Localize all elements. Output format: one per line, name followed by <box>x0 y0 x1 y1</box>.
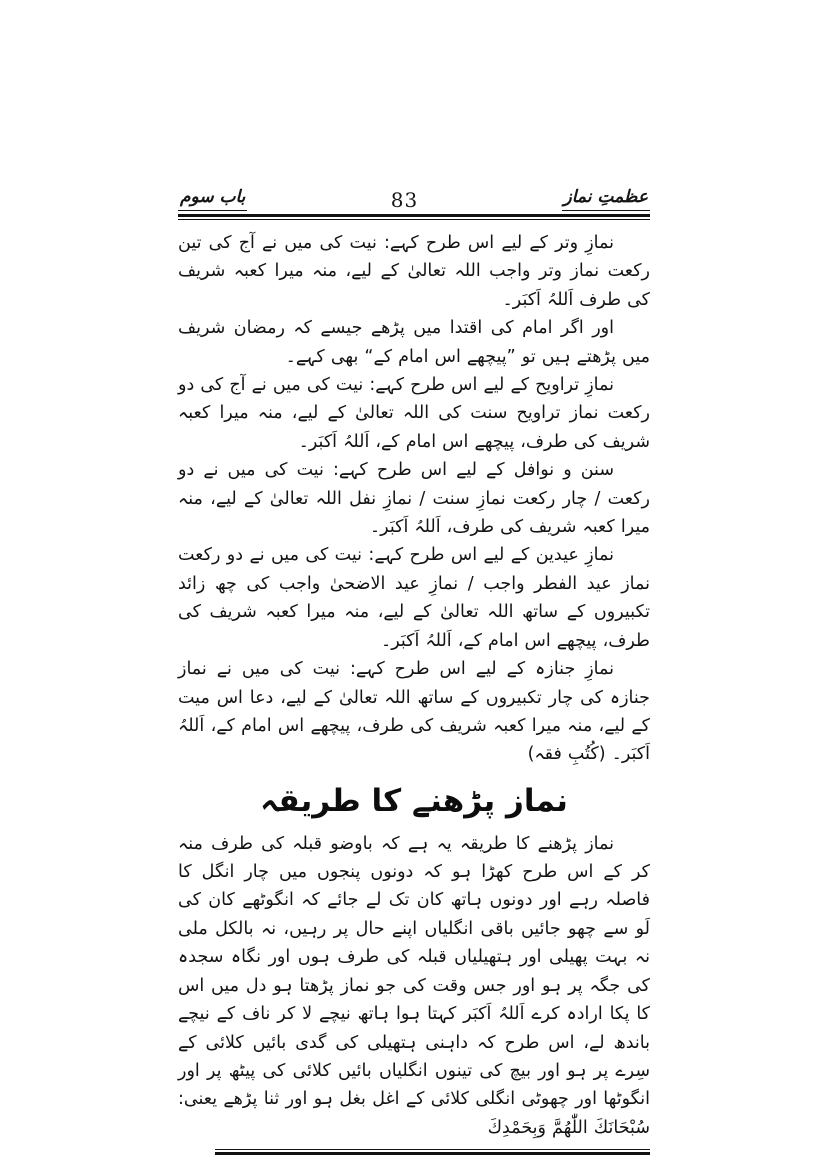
paragraph-tarawih-niyyat: نمازِ تراویح کے لیے اس طرح کہے: نیت کی میں نے آج کی دو رکعت نماز تراویح سنت کی اللہ تعالیٰ کے لیے، منہ میرا کعبہ شریف کی طرف، پیچھے اس امام کے، اَللہُ اَکبَر۔ <box>178 375 650 452</box>
header-double-rule <box>178 214 650 220</box>
paragraph-namaz-method: نماز پڑھنے کا طریقہ یہ ہے کہ باوضو قبلہ کی طرف منہ کر کے اس طرح کھڑا ہو کہ دونوں پنجوں میں چار انگل کا فاصلہ رہے اور دونوں ہاتھ کان تک لے جائے کہ انگوٹھے کان کی لَو سے چھو جائیں باقی انگلیاں اپنے حال پر رہیں، نہ بالکل ملی نہ بہت پھیلی اور ہتھیلیاں قبلہ کی طرف ہوں اور نگاہ سجدہ کی جگہ پر ہو اور جس وقت کی جو نماز پڑھتا ہو دل میں اس کا پکا ارادہ کرے اَللہُ اَکبَر کہتا ہوا ہاتھ نیچے لا کر ناف کے نیچے باندھ لے، اس طرح کہ داہنی ہتھیلی کی گدی بائیں کلائی کے سِرے پر ہو اور بیچ کی تینوں انگلیاں بائیں کلائی کی پیٹھ پر اور انگوٹھا اور چھوٹی انگلی کلائی کے اغل بغل ہو اور ثنا پڑھے یعنی: سُبْحَانَكَ اللّٰهُمَّ وَبِحَمْدِكَ <box>178 833 650 1138</box>
page-header <box>178 186 650 211</box>
paragraph-eidain-niyyat: نمازِ عیدین کے لیے اس طرح کہے: نیت کی میں نے دو رکعت نماز عید الفطر واجب / نمازِ عید الاضحیٰ واجب کی چھ زائد تکبیروں کے ساتھ اللہ تعالیٰ کے لیے، منہ میرا کعبہ شریف کی طرف، پیچھے اس امام کے، اَللہُ اَکبَر۔ <box>178 545 650 651</box>
body-text <box>178 229 650 1142</box>
footer-double-rule <box>215 1149 650 1155</box>
paragraph-sunan-nawafil-niyyat: سنن و نوافل کے لیے اس طرح کہے: نیت کی میں نے دو رکعت / چار رکعت نمازِ سنت / نمازِ نفل اللہ تعالیٰ کے لیے، منہ میرا کعبہ شریف کی طرف، اَللہُ اَکبَر۔ <box>178 460 650 538</box>
paragraph-imam-iqtida: اور اگر امام کی اقتدا میں پڑھے جیسے کہ رمضان شریف میں پڑھتے ہیں تو ”پیچھے اس امام کے“ بھی کہے۔ <box>178 318 650 367</box>
page-content <box>178 186 650 1155</box>
book-title: عظمتِ نماز <box>562 186 650 211</box>
paragraph-witr-niyyat: نمازِ وتر کے لیے اس طرح کہے: نیت کی میں نے آج کی تین رکعت نماز وتر واجب اللہ تعالیٰ کے لیے، منہ میرا کعبہ شریف کی طرف اَللہُ اَکبَر۔ <box>178 233 650 310</box>
chapter-title: باب سوم <box>178 186 247 211</box>
page-number: 83 <box>390 188 419 212</box>
section-heading-namaz-method: نماز پڑھنے کا طریقہ <box>260 782 568 819</box>
paragraph-janazah-niyyat: نمازِ جنازہ کے لیے اس طرح کہے: نیت کی میں نے نماز جنازہ کی چار تکبیروں کے ساتھ اللہ تعالیٰ کے لیے، دعا اس میت کے لیے، منہ میرا کعبہ شریف کی طرف، پیچھے اس امام کے، اَللہُ اَکبَر۔ (کُتُبِ فقہ) <box>178 659 650 765</box>
